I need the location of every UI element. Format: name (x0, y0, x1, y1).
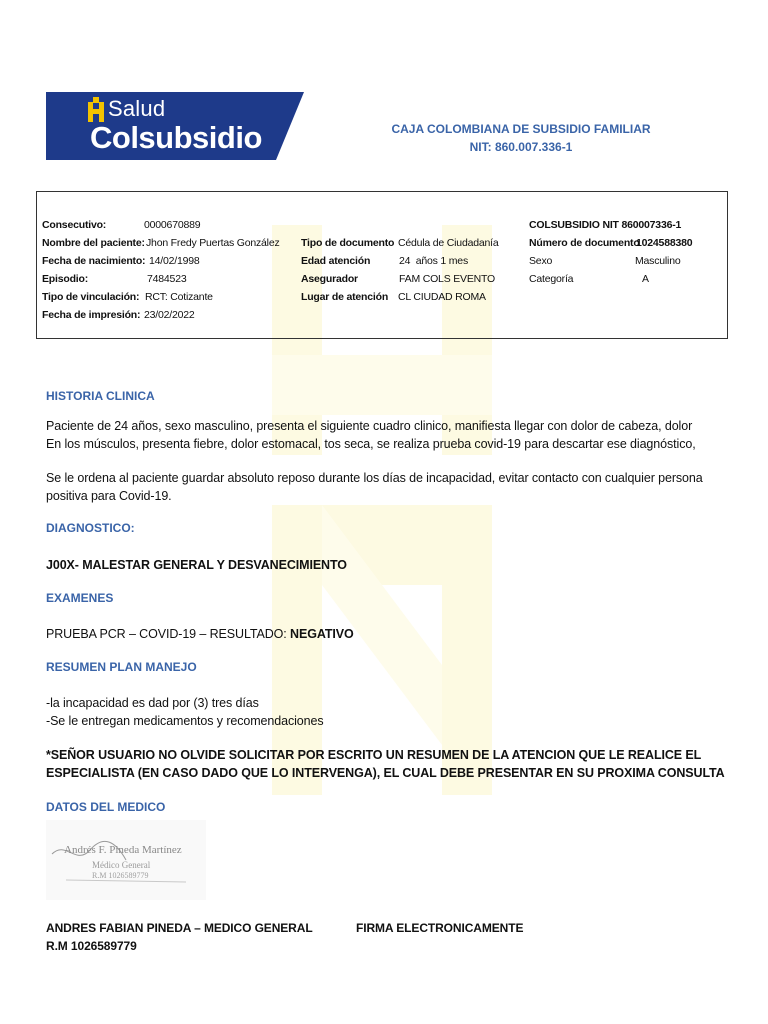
logo-salud-text: Salud (108, 96, 166, 121)
episodio-label: Episodio: (42, 273, 89, 285)
stamp-name: Andrés F. Pineda Martínez (64, 844, 182, 856)
patient-info-box (36, 191, 728, 339)
sexo-value: Masculino (635, 255, 681, 267)
asegurador-label: Asegurador (301, 273, 358, 285)
nombre-value: Jhon Fredy Puertas González (146, 237, 280, 249)
episodio-value: 7484523 (147, 273, 187, 285)
plan-title: RESUMEN PLAN MANEJO (46, 660, 197, 674)
impresion-value: 23/02/2022 (144, 309, 195, 321)
examenes-result: NEGATIVO (290, 627, 354, 641)
stamp-role: Médico General (92, 860, 151, 870)
org-name: CAJA COLOMBIANA DE SUBSIDIO FAMILIAR (391, 122, 651, 136)
historia-line-1: Paciente de 24 años, sexo masculino, presenta el siguiente cuadro clinico, manifiesta llegar con dolor de cabeza, dolor (46, 419, 693, 433)
medico-name: ANDRES FABIAN PINEDA – MEDICO GENERAL (46, 921, 313, 935)
lugar-value: CL CIUDAD ROMA (398, 291, 486, 303)
tipo-doc-label: Tipo de documento (301, 237, 395, 249)
vinculacion-label: Tipo de vinculación: (42, 291, 140, 303)
sexo-label: Sexo (529, 255, 553, 267)
examenes-title: EXAMENES (46, 591, 114, 605)
diagnostico-text: J00X- MALESTAR GENERAL Y DESVANECIMIENTO (46, 558, 347, 572)
num-doc-value: 1024588380 (636, 237, 693, 249)
lugar-label: Lugar de atención (301, 291, 389, 303)
medico-title: DATOS DEL MEDICO (46, 800, 166, 814)
plan-line-1: -la incapacidad es dad por (3) tres días (46, 696, 259, 710)
edad-value: 24 años 1 mes (399, 255, 468, 267)
plan-line-2: -Se le entregan medicamentos y recomendaciones (46, 714, 324, 728)
consecutivo-value: 0000670889 (144, 219, 201, 231)
stamp-rm: R.M 1026589779 (92, 871, 149, 880)
colsubsidio-logo (46, 92, 308, 160)
nacimiento-value: 14/02/1998 (149, 255, 200, 267)
medico-rm: R.M 1026589779 (46, 939, 137, 953)
examenes-line (46, 625, 354, 643)
consecutivo-label: Consecutivo: (42, 219, 107, 231)
historia-line-2: En los músculos, presenta fiebre, dolor estomacal, tos seca, se realiza prueba covid-19 para descartar ese diagnóstico, (46, 437, 696, 451)
tipo-doc-value: Cédula de Ciudadanía (398, 237, 499, 249)
historia-title: HISTORIA CLINICA (46, 389, 155, 403)
historia-line-3: Se le ordena al paciente guardar absoluto reposo durante los días de incapacidad, evitar contacto con cualquier persona (46, 471, 703, 485)
asegurador-value: FAM COLS EVENTO (399, 273, 495, 285)
vinculacion-value: RCT: Cotizante (145, 291, 213, 303)
logo-colsubsidio-text: Colsubsidio (90, 120, 262, 155)
categoria-value: A (642, 273, 649, 285)
num-doc-label: Número de documento (529, 237, 640, 249)
edad-label: Edad atención (301, 255, 371, 267)
colsubsidio-nit: COLSUBSIDIO NIT 860007336-1 (529, 219, 682, 231)
diagnostico-title: DIAGNOSTICO: (46, 521, 135, 535)
firma-electronica: FIRMA ELECTRONICAMENTE (356, 921, 524, 935)
impresion-label: Fecha de impresión: (42, 309, 141, 321)
categoria-label: Categoría (529, 273, 574, 285)
org-nit: NIT: 860.007.336-1 (469, 140, 573, 154)
notice-line-1: *SEÑOR USUARIO NO OLVIDE SOLICITAR POR ESCRITO UN RESUMEN DE LA ATENCION QUE LE REALICE EL (46, 748, 702, 762)
nombre-label: Nombre del paciente: (42, 237, 145, 249)
historia-line-4: positiva para Covid-19. (46, 489, 172, 503)
examenes-text: PRUEBA PCR – COVID-19 – RESULTADO: (46, 627, 291, 641)
nacimiento-label: Fecha de nacimiento: (42, 255, 146, 267)
notice-line-2: ESPECIALISTA (EN CASO DADO QUE LO INTERVENGA), EL CUAL DEBE PRESENTAR EN SU PROXIMA CONSULTA (46, 766, 725, 780)
doctor-stamp (46, 820, 206, 900)
